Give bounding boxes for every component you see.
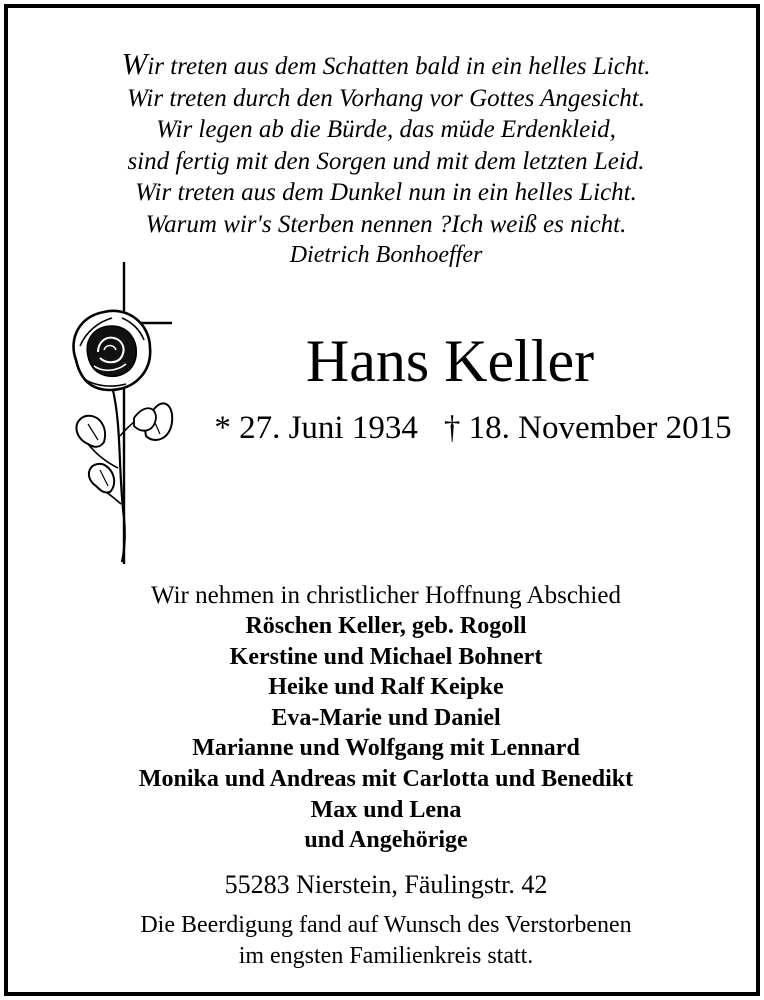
poem-line: Wir treten aus dem Schatten bald in ein helles Licht. [121, 46, 651, 81]
death-date: † 18. November 2015 [443, 410, 732, 446]
poem-line: Wir legen ab die Bürde, das müde Erdenkleid, [156, 116, 616, 143]
poem-line: Wir treten durch den Vorhang vor Gottes Angesicht. [126, 84, 645, 112]
mourner-name: Eva-Marie und Daniel [271, 704, 501, 731]
poem-line: Wir treten aus dem Dunkel nun in ein helles Licht. [135, 179, 637, 206]
poem [8, 48, 764, 272]
mourner-name: Heike und Ralf Keipke [268, 674, 504, 701]
deceased-name: Hans Keller [305, 328, 595, 394]
mourners [8, 580, 764, 856]
cross-with-rose-icon [60, 256, 190, 566]
notice-line: im engsten Familienkreis statt. [238, 943, 534, 969]
mourner-name: und Angehörige [304, 827, 468, 854]
mourner-name: Kerstine und Michael Bohnert [229, 643, 543, 670]
notice-line: Die Beerdigung fand auf Wunsch des Verstorbenen [140, 912, 632, 938]
birth-date: * 27. Juni 1934 [214, 410, 418, 446]
obituary-frame [4, 4, 760, 996]
farewell-intro: Wir nehmen in christlicher Hoffnung Abschied [151, 582, 621, 609]
mourner-name: Monika und Andreas mit Carlotta und Benedikt [138, 765, 634, 792]
address: 55283 Nierstein, Fäulingstr. 42 [224, 870, 548, 899]
poem-author: Dietrich Bonhoeffer [289, 242, 483, 268]
poem-line: sind fertig mit den Sorgen und mit dem letzten Leid. [127, 147, 645, 175]
mourner-name: Röschen Keller, geb. Rogoll [245, 613, 527, 639]
funeral-notice [8, 910, 764, 972]
poem-line: Warum wir's Sterben nennen ?Ich weiß es nicht. [145, 210, 627, 238]
mourner-name: Max und Lena [310, 796, 462, 823]
life-dates [188, 408, 758, 448]
mourner-name: Marianne und Wolfgang mit Lennard [192, 735, 580, 762]
